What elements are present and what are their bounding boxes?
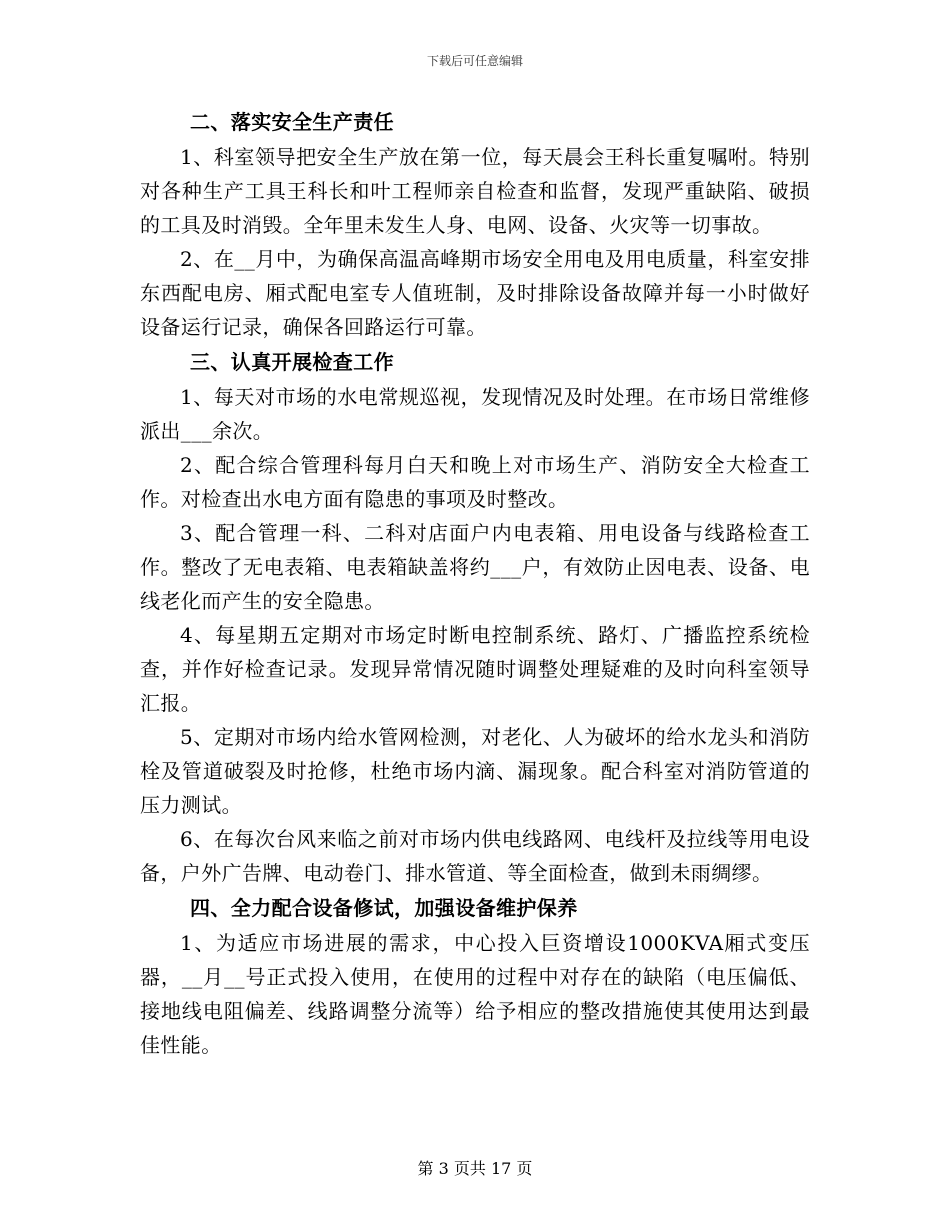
paragraph: 4、每星期五定期对市场定时断电控制系统、路灯、广播监控系统检查，并作好检查记录。发现异常情况随时调整处理疑难的及时向科室领导汇报。 bbox=[140, 623, 810, 715]
section-heading: 三、认真开展检查工作 bbox=[190, 350, 394, 374]
paragraph: 2、在__月中，为确保高温高峰期市场安全用电及用电质量，科室安排东西配电房、厢式配电室专人值班制，及时排除设备故障并每一小时做好设备运行记录，确保各回路运行可靠。 bbox=[140, 247, 810, 339]
section-heading: 四、全力配合设备修试，加强设备维护保养 bbox=[190, 896, 578, 920]
paragraph: 3、配合管理一科、二科对店面户内电表箱、用电设备与线路检查工作。整改了无电表箱、电表箱缺盖将约___户，有效防止因电表、设备、电线老化而产生的安全隐患。 bbox=[140, 521, 810, 613]
page-number: 第 3 页共 17 页 bbox=[417, 1159, 533, 1178]
paragraph: 2、配合综合管理科每月白天和晚上对市场生产、消防安全大检查工作。对检查出水电方面有隐患的事项及时整改。 bbox=[140, 453, 810, 511]
paragraph: 6、在每次台风来临之前对市场内供电线路网、电线杆及拉线等用电设备，户外广告牌、电动卷门、排水管道、等全面检查，做到未雨绸缪。 bbox=[140, 827, 810, 885]
paragraph: 1、每天对市场的水电常规巡视，发现情况及时处理。在市场日常维修派出___余次。 bbox=[140, 385, 810, 443]
paragraph: 1、为适应市场进展的需求，中心投入巨资增设1000KVA厢式变压器，__月__号正式投入使用，在使用的过程中对存在的缺陷（电压偏低、接地线电阻偏差、线路调整分流等）给予相应的整改措施使其使用达到最佳性能。 bbox=[140, 931, 810, 1057]
page-header-note: 下载后可任意编辑 bbox=[426, 54, 523, 68]
paragraph: 5、定期对市场内给水管网检测，对老化、人为破坏的给水龙头和消防栓及管道破裂及时抢修，杜绝市场内滴、漏现象。配合科室对消防管道的压力测试。 bbox=[140, 725, 810, 817]
document-body bbox=[140, 104, 810, 1062]
section-4 bbox=[140, 890, 810, 1062]
paragraph: 1、科室领导把安全生产放在第一位，每天晨会王科长重复嘱咐。特别对各种生产工具王科长和叶工程师亲自检查和监督，发现严重缺陷、破损的工具及时消毁。全年里未发生人身、电网、设备、火灾等一切事故。 bbox=[140, 145, 810, 237]
section-heading: 二、落实安全生产责任 bbox=[190, 110, 394, 134]
section-2 bbox=[140, 104, 810, 344]
section-3 bbox=[140, 344, 810, 890]
